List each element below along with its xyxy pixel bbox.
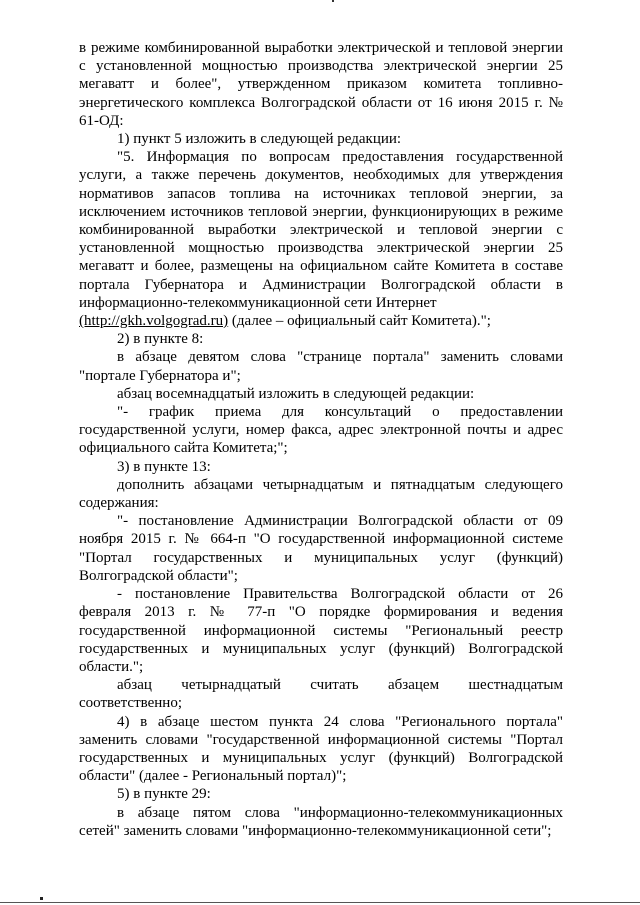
paragraph-16: в абзаце пятом слова "информационно-телекоммуникационных сетей" заменить словами "информационно-телекоммуникационной сети"; [79,804,563,839]
scan-dot-top [332,0,334,2]
paragraph-8: "- график приема для консультаций о предоставлении государственной услуги, номер факса, адрес электронной почты и адрес официального сайта Комитета;"; [79,404,563,457]
paragraph-7: абзац восемнадцатый изложить в следующей редакции: [117,385,475,402]
paragraph-6: в абзаце девятом слова "странице портала" заменить словами "портале Губернатора и"; [79,349,563,384]
document-body [79,39,563,840]
paragraph-11: "- постановление Администрации Волгоградской области от 09 ноября 2015 г. № 664-п "О государственной информационной системе "Портал государственных и муниципальных услуг (функций) Волгоградской области"; [79,513,563,584]
scan-dot-bottom [40,897,43,900]
paragraph-10: дополнить абзацами четырнадцатым и пятнадцатым следующего содержания: [79,476,563,512]
paragraph-12: - постановление Правительства Волгоградской области от 26 февраля 2013 г. № 77-п "О порядке формирования и ведения государственной информационной системы "Региональный реестр государственных и муниципальных услуг (функций) Волгоградской области."; [79,586,563,675]
paragraph-14: 4) в абзаце шестом пункта 24 слова "Регионального портала" заменить словами "государственной информационной системы "Портал государственных и муниципальных услуг (функций) Волгоградской области" (далее - Региональный портал)"; [79,713,563,785]
paragraph-13: абзац четырнадцатый считать абзацем шестнадцатым соответственно; [79,677,563,712]
paragraph-15: 5) в пункте 29: [117,786,211,803]
paragraph-5: 2) в пункте 8: [117,331,204,348]
paragraph-1: в режиме комбинированной выработки электрической и тепловой энергии с установленной мощностью производства электрической энергии 25 мегаватт и более", утвержденном приказом комитета топливно-энергетического комплекса Волгоградской области от 16 июня 2015 г. № 61-ОД: [79,40,563,129]
paragraph-4 [79,312,563,330]
official-site-link[interactable]: (http://gkh.volgograd.ru) [79,313,229,330]
paragraph-4-text: (далее – официальный сайт Комитета)."; [228,313,491,330]
page-bottom-edge [0,902,640,903]
paragraph-9: 3) в пункте 13: [117,458,211,475]
paragraph-2: 1) пункт 5 изложить в следующей редакции: [117,131,402,148]
paragraph-3: "5. Информация по вопросам предоставления государственной услуги, а также перечень документов, необходимых для утверждения нормативов запасов топлива на источниках тепловой энергии, за исключением источников тепловой энергии, функционирующих в режиме комбинированной выработки электрической и тепловой энергии с установленной мощностью производства электрической энергии 25 мегаватт и более, размещены на официальном сайте Комитета в составе портала Губернатора и Администрации Волгоградской области в информационно-телекоммуникационной сети Интернет [79,149,563,311]
